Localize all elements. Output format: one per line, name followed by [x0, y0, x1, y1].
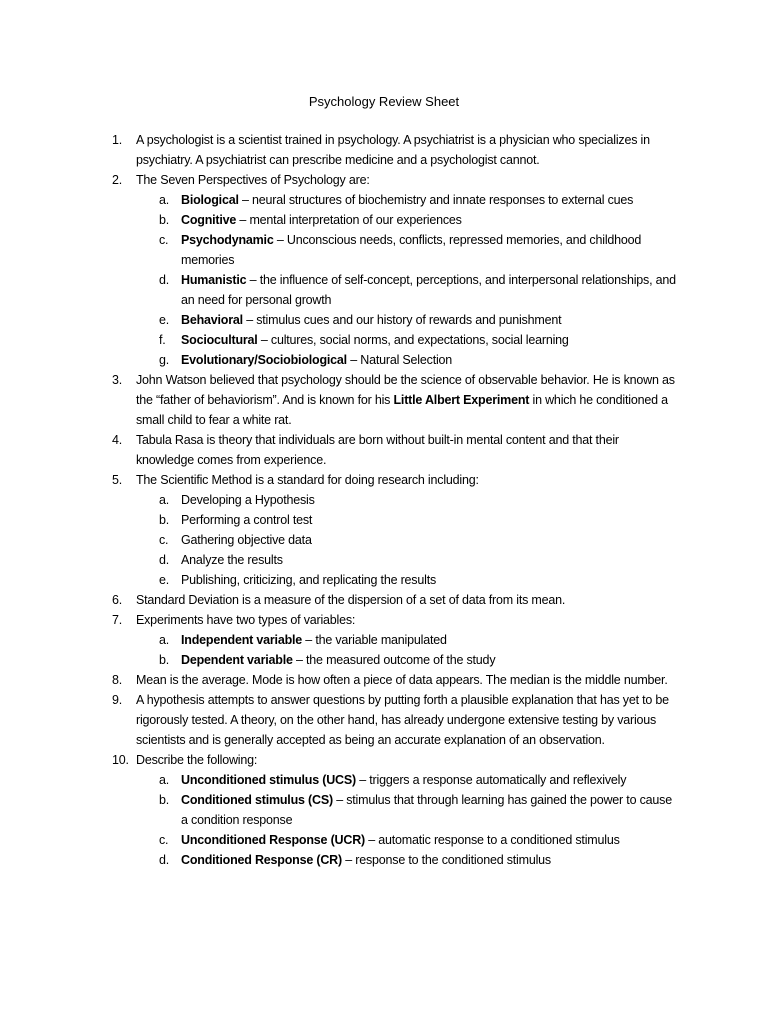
- sub-term: Conditioned Response (CR): [181, 853, 342, 867]
- item-text: The Seven Perspectives of Psychology are:: [136, 173, 370, 187]
- sub-list: [136, 770, 676, 870]
- sub-item: [159, 210, 681, 230]
- sub-item: [159, 310, 681, 330]
- sub-term: Dependent variable: [181, 653, 293, 667]
- sub-text: Publishing, criticizing, and replicating the results: [181, 573, 437, 587]
- sub-item: [159, 350, 681, 370]
- list-item: [0, 690, 676, 750]
- sub-letter: d.: [159, 553, 170, 567]
- sub-item: [159, 270, 681, 310]
- item-number: 1.: [112, 133, 123, 147]
- sub-letter: d.: [159, 853, 170, 867]
- sub-item: [159, 650, 681, 670]
- list-item: [0, 370, 676, 430]
- item-number: 7.: [112, 613, 123, 627]
- sub-term: Sociocultural: [181, 333, 258, 347]
- item-number: 2.: [112, 173, 123, 187]
- sub-term: Cognitive: [181, 213, 237, 227]
- sub-item: [159, 790, 681, 830]
- sub-term: Psychodynamic: [181, 233, 274, 247]
- item-number: 3.: [112, 373, 123, 387]
- sub-letter: d.: [159, 273, 170, 287]
- sub-letter: b.: [159, 653, 170, 667]
- sub-term: Conditioned stimulus (CS): [181, 793, 333, 807]
- sub-term: Behavioral: [181, 313, 243, 327]
- sub-item: [159, 850, 681, 870]
- item-text: The Scientific Method is a standard for doing research including:: [136, 473, 479, 487]
- sub-letter: g.: [159, 353, 170, 367]
- item-number: 9.: [112, 693, 123, 707]
- item-text: Tabula Rasa is theory that individuals are born without built-in mental content and that their knowledge comes from experience.: [136, 433, 619, 467]
- item-text: John Watson believed that psychology should be the science of observable behavior. He is known as the “father of behaviorism”. And is known for his: [136, 373, 675, 407]
- sub-letter: f.: [159, 333, 166, 347]
- sub-term: Biological: [181, 193, 239, 207]
- list-item: [0, 470, 676, 590]
- list-item: [0, 670, 676, 690]
- sub-text: – the variable manipulated: [302, 633, 447, 647]
- sub-letter: b.: [159, 213, 170, 227]
- list-item: [0, 170, 676, 370]
- sub-letter: e.: [159, 573, 170, 587]
- sub-list: [136, 630, 676, 670]
- sub-text: – stimulus cues and our history of rewards and punishment: [242, 313, 562, 327]
- sub-text: Gathering objective data: [181, 533, 312, 547]
- item-text: in which he conditioned a small child to fear a white rat.: [136, 393, 668, 427]
- item-text: Experiments have two types of variables:: [136, 613, 356, 627]
- sub-text: – Unconscious needs, conflicts, repressed memories, and childhood memories: [181, 233, 642, 267]
- sub-item: [159, 330, 681, 350]
- sub-letter: c.: [159, 533, 169, 547]
- sub-term: Unconditioned Response (UCR): [181, 833, 365, 847]
- sub-term: Humanistic: [181, 273, 247, 287]
- sub-text: – the influence of self-concept, perceptions, and interpersonal relationships, and an need for personal growth: [181, 273, 676, 307]
- sub-item: [159, 570, 681, 590]
- sub-term: Independent variable: [181, 633, 303, 647]
- sub-term: Unconditioned stimulus (UCS): [181, 773, 356, 787]
- list-item: [0, 430, 676, 470]
- list-item: [0, 590, 676, 610]
- sub-letter: a.: [159, 493, 170, 507]
- item-number: 10.: [112, 753, 129, 767]
- sub-list: [136, 190, 676, 370]
- sub-letter: a.: [159, 193, 170, 207]
- item-number: 8.: [112, 673, 123, 687]
- sub-item: [159, 190, 681, 210]
- item-number: 5.: [112, 473, 123, 487]
- sub-item: [159, 530, 681, 550]
- sub-term: Evolutionary/Sociobiological: [181, 353, 347, 367]
- sub-text: – automatic response to a conditioned stimulus: [364, 833, 620, 847]
- sub-letter: a.: [159, 773, 170, 787]
- sub-item: [159, 770, 681, 790]
- sub-text: – stimulus that through learning has gained the power to cause a condition response: [181, 793, 672, 827]
- item-text: Describe the following:: [136, 753, 258, 767]
- sub-letter: e.: [159, 313, 170, 327]
- sub-text: – cultures, social norms, and expectations, social learning: [257, 333, 569, 347]
- sub-letter: b.: [159, 793, 170, 807]
- sub-text: Analyze the results: [181, 553, 283, 567]
- sub-item: [159, 490, 681, 510]
- review-list: [0, 130, 768, 870]
- item-term: Little Albert Experiment: [393, 393, 530, 407]
- item-text: Standard Deviation is a measure of the dispersion of a set of data from its mean.: [136, 593, 566, 607]
- sub-text: – Natural Selection: [346, 353, 453, 367]
- sub-item: [159, 230, 681, 270]
- list-item: [0, 130, 676, 170]
- sub-text: – response to the conditioned stimulus: [341, 853, 551, 867]
- sub-letter: c.: [159, 833, 169, 847]
- sub-text: – neural structures of biochemistry and innate responses to external cues: [238, 193, 634, 207]
- sub-letter: c.: [159, 233, 169, 247]
- list-item: [0, 610, 676, 670]
- list-item: [0, 750, 676, 870]
- sub-text: – triggers a response automatically and reflexively: [355, 773, 627, 787]
- sub-item: [159, 630, 681, 650]
- page-title: Psychology Review Sheet: [308, 94, 460, 109]
- item-text: A psychologist is a scientist trained in psychology. A psychiatrist is a physician who specializes in psychiatry. A psychiatrist can prescribe medicine and a psychologist cannot.: [136, 133, 650, 167]
- item-text: Mean is the average. Mode is how often a piece of data appears. The median is the middle number.: [136, 673, 668, 687]
- item-number: 6.: [112, 593, 123, 607]
- item-text: A hypothesis attempts to answer questions by putting forth a plausible explanation that has yet to be rigorously tested. A theory, on the other hand, has already undergone extensive testing by various scientists and is generally accepted as being an accurate explanation of an observation.: [136, 693, 669, 747]
- sub-text: Performing a control test: [181, 513, 313, 527]
- sub-text: Developing a Hypothesis: [181, 493, 315, 507]
- sub-text: – the measured outcome of the study: [292, 653, 496, 667]
- sub-letter: b.: [159, 513, 170, 527]
- sub-item: [159, 550, 681, 570]
- sub-list: [136, 490, 676, 590]
- sub-item: [159, 510, 681, 530]
- item-number: 4.: [112, 433, 123, 447]
- sub-text: – mental interpretation of our experiences: [236, 213, 462, 227]
- sub-letter: a.: [159, 633, 170, 647]
- sub-item: [159, 830, 681, 850]
